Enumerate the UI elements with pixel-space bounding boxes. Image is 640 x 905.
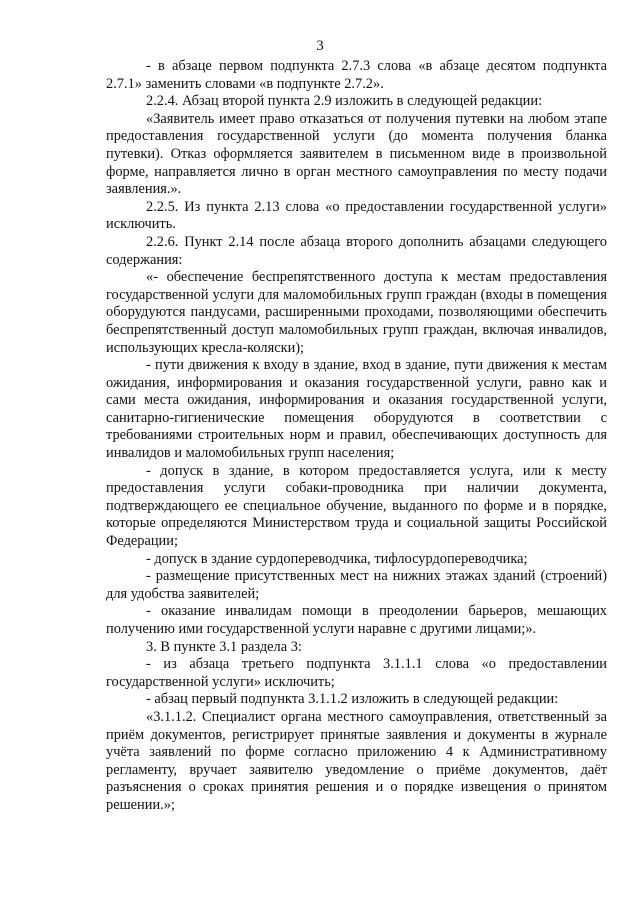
paragraph-3-1-1-2-new-text: «3.1.1.2. Специалист органа местного самоуправления, ответственный за приём документов, регистрирует принятые заявления и документы в журнале учёта заявлений по форме согласно приложению 4 к Административному регламенту, вручает заявителю уведомление о приёме документов, даёт разъяснения о сроках принятия решения и о порядке извещения о принятом решении.»; bbox=[106, 708, 607, 813]
paragraph-lower-floors: - размещение присутственных мест на нижних этажах зданий (строений) для удобства заявителей; bbox=[106, 568, 607, 602]
paragraph-accessibility-access: «- обеспечение беспрепятственного доступа к местам предоставления государственной услуги для маломобильных групп граждан (входы в помещения оборудуются пандусами, расширенными проходами, позволяющими обеспечить беспрепятственный доступ маломобильных групп граждан, включая инвалидов, использующих кресла-коляски); bbox=[106, 269, 607, 356]
paragraph-barrier-help: - оказание инвалидам помощи в преодолении барьеров, мешающих получению ими государственной услуги наравне с другими лицами;». bbox=[106, 603, 607, 637]
paragraph-2-9-new-text: «Заявитель имеет право отказаться от получения путевки на любом этапе предоставления государственной услуги (до момента получения бланка путевки). Отказ оформляется заявителем в письменном виде в произвольной форме, направляется лично в орган местного самоуправления по месту подачи заявления.». bbox=[106, 110, 607, 198]
paragraph-guide-dog: - допуск в здание, в котором предоставляется услуга, или к месту предоставления услуги собаки-проводника при наличии документа, подтверждающего ее специальное обучение, выданного по форме и в порядке, которые определяются Министерством труда и социальной защиты Российской Федерации; bbox=[106, 462, 607, 550]
paragraph-2-2-4-heading: 2.2.4. Абзац второй пункта 2.9 изложить в следующей редакции: bbox=[146, 93, 543, 110]
page-number: 3 bbox=[316, 38, 324, 54]
paragraph-2-2-5: 2.2.5. Из пункта 2.13 слова «о предоставлении государственной услуги» исключить. bbox=[106, 198, 607, 233]
paragraph-accessibility-routes: - пути движения к входу в здание, вход в здание, пути движения к местам ожидания, информирования и оказания государственной услуги, равно как и сами места ожидания, информирования и оказания государственной услуги, санитарно-гигиенические помещения оборудуются в соответствии с требованиями строительных норм и правил, обеспечивающих доступность для инвалидов и маломобильных групп населения; bbox=[106, 357, 607, 462]
paragraph-sign-interpreter: - допуск в здание сурдопереводчика, тифлосурдопереводчика; bbox=[146, 550, 528, 567]
paragraph-2-7-3-amendment: - в абзаце первом подпункта 2.7.3 слова «в абзаце десятом подпункта 2.7.1» заменить словами «в подпункте 2.7.2». bbox=[106, 58, 607, 92]
document-body bbox=[106, 58, 607, 815]
paragraph-3-1-1-2-heading: - абзац первый подпункта 3.1.1.2 изложить в следующей редакции: bbox=[146, 691, 559, 708]
paragraph-2-2-6-heading: 2.2.6. Пункт 2.14 после абзаца второго дополнить абзацами следующего содержания: bbox=[106, 233, 607, 268]
paragraph-section-3-heading: 3. В пункте 3.1 раздела 3: bbox=[146, 638, 302, 655]
paragraph-3-1-1-1: - из абзаца третьего подпункта 3.1.1.1 слова «о предоставлении государственной услуги» исключить; bbox=[106, 656, 607, 690]
